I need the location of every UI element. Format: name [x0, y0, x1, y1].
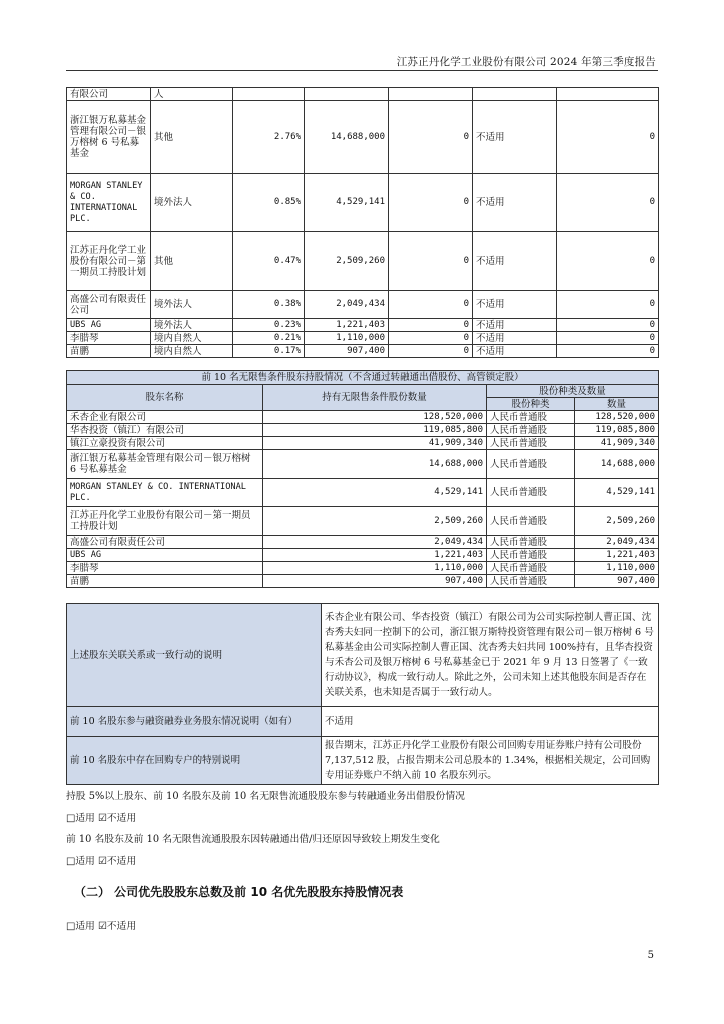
- holder-ratio: 0.47%: [233, 232, 305, 291]
- table-row: [67, 371, 659, 385]
- holder-name: 镇江立豪投资有限公司: [67, 437, 263, 450]
- holder-restricted: 0: [389, 174, 473, 232]
- column-header-qty: 数量: [575, 398, 659, 411]
- holder-name: 李腊琴: [67, 332, 151, 345]
- table-row: [67, 604, 659, 707]
- header-rule: [66, 70, 658, 71]
- table-row: [67, 319, 659, 332]
- holder-restricted: 0: [389, 101, 473, 174]
- holder-name: 华杏投资（镇江）有限公司: [67, 424, 263, 437]
- table-row: [67, 479, 659, 507]
- lending-change-statement: 前 10 名股东及前 10 名无限售流通股股东因转融通出借/归还原因导致较上期发生变化: [66, 834, 440, 845]
- holder-status: 不适用: [473, 345, 557, 358]
- holder-nature: 其他: [151, 101, 233, 174]
- table-row: [67, 332, 659, 345]
- share-qty: 128,520,000: [575, 411, 659, 424]
- holder-shares: 14,688,000: [305, 101, 389, 174]
- column-header-type-group: 股份种类及数量: [487, 385, 659, 398]
- table-row: [67, 291, 659, 319]
- table-row: [67, 562, 659, 575]
- share-type: 人民币普通股: [487, 411, 575, 424]
- unrestricted-table-title: 前 10 名无限售条件股东持股情况（不含通过转融通出借股份、高管锁定股）: [67, 371, 659, 385]
- table-row: [67, 345, 659, 358]
- holder-qty: 0: [557, 332, 659, 345]
- holder-status: 不适用: [473, 101, 557, 174]
- holder-status: 不适用: [473, 332, 557, 345]
- holder-ratio: 0.23%: [233, 319, 305, 332]
- holder-shares: 41,909,340: [263, 437, 487, 450]
- holder-shares: 4,529,141: [305, 174, 389, 232]
- table-row: [67, 424, 659, 437]
- share-qty: 4,529,141: [575, 479, 659, 507]
- holder-nature: 境外法人: [151, 319, 233, 332]
- table-row: [67, 707, 659, 737]
- holder-name: 高盛公司有限责任公司: [67, 291, 151, 319]
- holder-name: 浙江银万私募基金管理有限公司－银万榕树 6 号私募基金: [67, 450, 263, 479]
- holder-shares: 907,400: [305, 345, 389, 358]
- holder-name: MORGAN STANLEY & CO. INTERNATIONAL PLC.: [67, 479, 263, 507]
- holder-qty: 0: [557, 174, 659, 232]
- share-type: 人民币普通股: [487, 450, 575, 479]
- holder-nature: 境内自然人: [151, 332, 233, 345]
- repurchase-account-text: 报告期末，江苏正丹化学工业股份有限公司回购专用证券账户持有公司股份 7,137,512 股，占报告期末公司总股本的 1.34%，根据相关规定，公司回购专用证券账户不纳入前 10 名股东列示。: [322, 737, 659, 785]
- section-heading-preferred-shares: （二） 公司优先股股东总数及前 10 名优先股股东持股情况表: [74, 885, 404, 899]
- holder-shares: 1,110,000: [263, 562, 487, 575]
- holder-ratio: 0.21%: [233, 332, 305, 345]
- table-row: [67, 174, 659, 232]
- holder-ratio: 0.38%: [233, 291, 305, 319]
- holder-nature: 其他: [151, 232, 233, 291]
- holder-status: 不适用: [473, 291, 557, 319]
- holder-name: 苗鹏: [67, 575, 263, 588]
- share-qty: 1,221,403: [575, 549, 659, 562]
- table-row: [67, 437, 659, 450]
- holder-status: 不适用: [473, 232, 557, 291]
- holder-name: 苗鹏: [67, 345, 151, 358]
- holder-qty: 0: [557, 345, 659, 358]
- holder-nature: 境内自然人: [151, 345, 233, 358]
- holder-restricted: 0: [389, 345, 473, 358]
- top10-shareholders-table: [66, 87, 659, 358]
- share-type: 人民币普通股: [487, 575, 575, 588]
- holder-qty: 0: [557, 291, 659, 319]
- holder-qty: 0: [557, 101, 659, 174]
- holder-shares: 2,049,434: [263, 536, 487, 549]
- page-number: 5: [647, 950, 654, 961]
- holder-status: 不适用: [473, 319, 557, 332]
- holder-name: 浙江银万私募基金管理有限公司－银万榕树 6 号私募基金: [67, 101, 151, 174]
- related-parties-text: 禾杏企业有限公司、华杏投资（镇江）有限公司为公司实际控制人曹正国、沈杏秀夫妇同一控制下的公司，浙江银万斯特投资管理有限公司－银万榕树 6 号私募基金由公司实际控制人曹正国、沈杏秀夫妇共同 100%持有，且华杏投资与禾杏公司及银万榕树 6 号私募基金已于 2021 年 9 月 13 日签署了《一致行动协议》，构成一致行动人。除此之外，公司未知上述其他股东间是否存在关联关系，也未知是否属于一致行动人。: [322, 604, 659, 707]
- shareholder-notes-table: [66, 603, 659, 785]
- related-parties-label: 上述股东关联关系或一致行动的说明: [67, 604, 322, 707]
- holder-restricted: 0: [389, 319, 473, 332]
- repurchase-account-label: 前 10 名股东中存在回购专户的特别说明: [67, 737, 322, 785]
- share-qty: 2,049,434: [575, 536, 659, 549]
- holder-name: 高盛公司有限责任公司: [67, 536, 263, 549]
- holder-name: 禾杏企业有限公司: [67, 411, 263, 424]
- holder-nature: 境外法人: [151, 174, 233, 232]
- holder-restricted: 0: [389, 232, 473, 291]
- share-qty: 1,110,000: [575, 562, 659, 575]
- table-row: [67, 507, 659, 536]
- unrestricted-shareholders-table: [66, 370, 659, 588]
- table-row: [67, 101, 659, 174]
- holder-name: 江苏正丹化学工业股份有限公司－第一期员工持股计划: [67, 232, 151, 291]
- column-header-type: 股份种类: [487, 398, 575, 411]
- holder-shares: 907,400: [263, 575, 487, 588]
- share-type: 人民币普通股: [487, 437, 575, 450]
- holder-shares: 4,529,141: [263, 479, 487, 507]
- share-qty: 41,909,340: [575, 437, 659, 450]
- report-header-title: 江苏正丹化学工业股份有限公司 2024 年第三季度报告: [396, 56, 656, 68]
- share-qty: 119,085,800: [575, 424, 659, 437]
- table-row: [67, 737, 659, 785]
- column-header-shares: 持有无限售条件股份数量: [263, 385, 487, 411]
- holder-restricted: 0: [389, 291, 473, 319]
- holder-shares: 1,221,403: [305, 319, 389, 332]
- table-row: [67, 536, 659, 549]
- holder-shares: 119,085,800: [263, 424, 487, 437]
- holder-shares: 1,110,000: [305, 332, 389, 345]
- holder-nature: 境外法人: [151, 291, 233, 319]
- securities-lending-statement: 持股 5%以上股东、前 10 名股东及前 10 名无限售流通股股东参与转融通业务出借股份情况: [66, 791, 465, 802]
- holder-ratio: 2.76%: [233, 101, 305, 174]
- holder-name: UBS AG: [67, 319, 151, 332]
- margin-trading-label: 前 10 名股东参与融资融券业务股东情况说明（如有）: [67, 707, 322, 737]
- table-row: [67, 450, 659, 479]
- share-type: 人民币普通股: [487, 479, 575, 507]
- share-qty: 2,509,260: [575, 507, 659, 536]
- holder-nature: 人: [151, 88, 233, 101]
- applicability-checkbox-2: □适用 ☑不适用: [66, 856, 137, 867]
- holder-ratio: 0.17%: [233, 345, 305, 358]
- holder-shares: 128,520,000: [263, 411, 487, 424]
- holder-status: 不适用: [473, 174, 557, 232]
- applicability-checkbox-3: □适用 ☑不适用: [66, 921, 137, 932]
- table-row: [67, 232, 659, 291]
- share-type: 人民币普通股: [487, 424, 575, 437]
- holder-ratio: 0.85%: [233, 174, 305, 232]
- share-qty: 907,400: [575, 575, 659, 588]
- holder-shares: 14,688,000: [263, 450, 487, 479]
- table-row: [67, 575, 659, 588]
- holder-shares: 1,221,403: [263, 549, 487, 562]
- holder-name: 江苏正丹化学工业股份有限公司－第一期员工持股计划: [67, 507, 263, 536]
- column-header-name: 股东名称: [67, 385, 263, 411]
- applicability-checkbox-1: □适用 ☑不适用: [66, 813, 137, 824]
- holder-shares: 2,509,260: [263, 507, 487, 536]
- holder-shares: 2,049,434: [305, 291, 389, 319]
- holder-name: UBS AG: [67, 549, 263, 562]
- share-type: 人民币普通股: [487, 562, 575, 575]
- holder-shares: 2,509,260: [305, 232, 389, 291]
- table-row: [67, 411, 659, 424]
- share-type: 人民币普通股: [487, 536, 575, 549]
- holder-name: MORGAN STANLEY & CO. INTERNATIONAL PLC.: [67, 174, 151, 232]
- holder-qty: 0: [557, 232, 659, 291]
- table-row: [67, 88, 659, 101]
- holder-name: 有限公司: [67, 88, 151, 101]
- table-header-row: [67, 385, 659, 398]
- share-qty: 14,688,000: [575, 450, 659, 479]
- share-type: 人民币普通股: [487, 549, 575, 562]
- table-row: [67, 549, 659, 562]
- share-type: 人民币普通股: [487, 507, 575, 536]
- holder-qty: 0: [557, 319, 659, 332]
- holder-restricted: 0: [389, 332, 473, 345]
- holder-name: 李腊琴: [67, 562, 263, 575]
- margin-trading-text: 不适用: [322, 707, 659, 737]
